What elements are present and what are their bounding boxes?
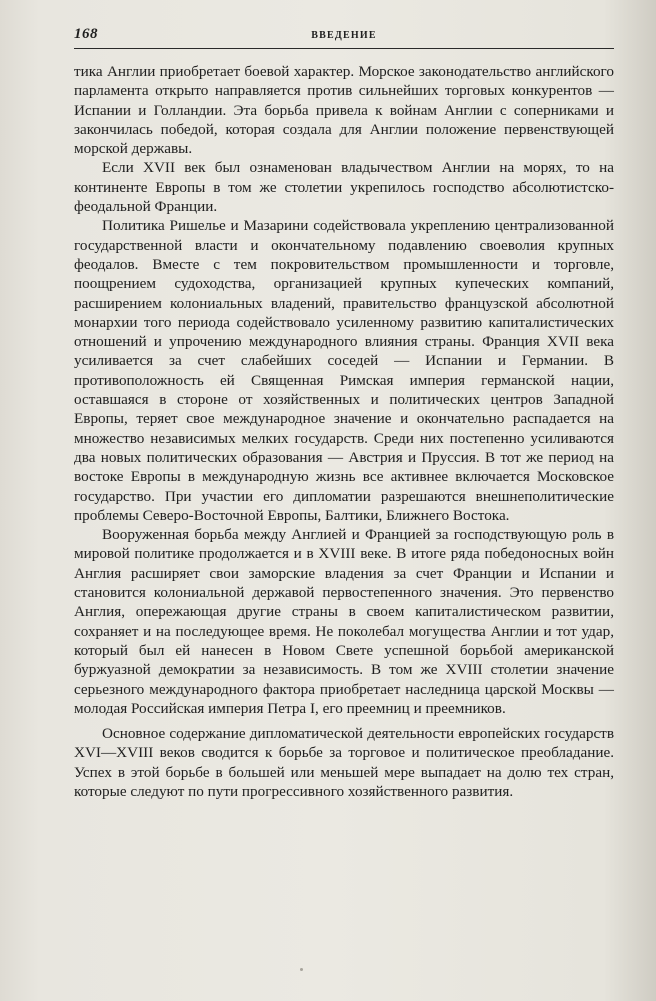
paragraph: Если XVII век был ознаменован владычеством Англии на морях, то на континенте Европы в том же столетии укрепилось господство абсолютистско-феодальной Франции. <box>74 159 614 216</box>
paragraph-continued: тика Англии приобретает боевой характер. Морское законодательство английского парламента открыто направляется против сильнейших торговых конкурентов — Испании и Голландии. Эта борьба привела к войнам Англии с соперниками и закончилась победой, которая создала для Англии положение первенствующей морской державы. <box>74 63 614 158</box>
body-text <box>74 62 614 801</box>
page-header <box>74 24 614 49</box>
running-head: ВВЕДЕНИЕ <box>311 30 377 41</box>
paragraph: Вооруженная борьба между Англией и Францией за господствующую роль в мировой политике продолжается и в XVIII веке. В итоге ряда победоносных войн Англия расширяет свои заморские владения за счет Франции и Испании и становится колониальной державой первостепенного значения. Это первенство Англия, опережающая другие страны в своем капиталистическом развитии, сохраняет и на последующее время. Не поколебал могущества Англии и тот удар, который был ей нанесен в Новом Свете успешной борьбой американской буржуазной демократии за независимость. В том же XVIII столетии значение серьезного международного фактора приобретает наследница царской Москвы — молодая Российская империя Петра I, его преемниц и преемников. <box>74 526 614 717</box>
paragraph: Основное содержание дипломатической деятельности европейских государств XVI—XVIII веков сводится к борьбе за торговое и политическое преобладание. Успех в этой борьбе в большей или меньшей мере выпадает на долю тех стран, которые следуют по пути прогрессивного хозяйственного развития. <box>74 725 614 800</box>
page-number: 168 <box>74 26 98 42</box>
print-speck <box>300 968 303 971</box>
paragraph: Политика Ришелье и Мазарини содействовала укреплению централизованной государственной власти и окончательному подавлению своеволия крупных феодалов. Вместе с тем покровительством промышленности и торговле, поощрением судоходства, организацией крупных купеческих компаний, расширением колониальных владений, правительство французской абсолютной монархии того периода содействовало усиленному развитию капиталистических отношений и упрочению международного влияния страны. Франция XVII века усиливается за счет слабейших соседей — Испании и Германии. В противоположность ей Священная Римская империя германской нации, оставшаяся в стороне от хозяйственных и политических центров Западной Европы, теряет свое международное значение и окончательно распадается на множество независимых мелких государств. Среди них постепенно усиливаются два новых политических образования — Австрия и Пруссия. В тот же период на востоке Европы в международную жизнь все активнее включается Московское государство. При участии его дипломатии разрешаются внешнеполитические проблемы Северо-Восточной Европы, Балтики, Ближнего Востока. <box>74 217 614 524</box>
